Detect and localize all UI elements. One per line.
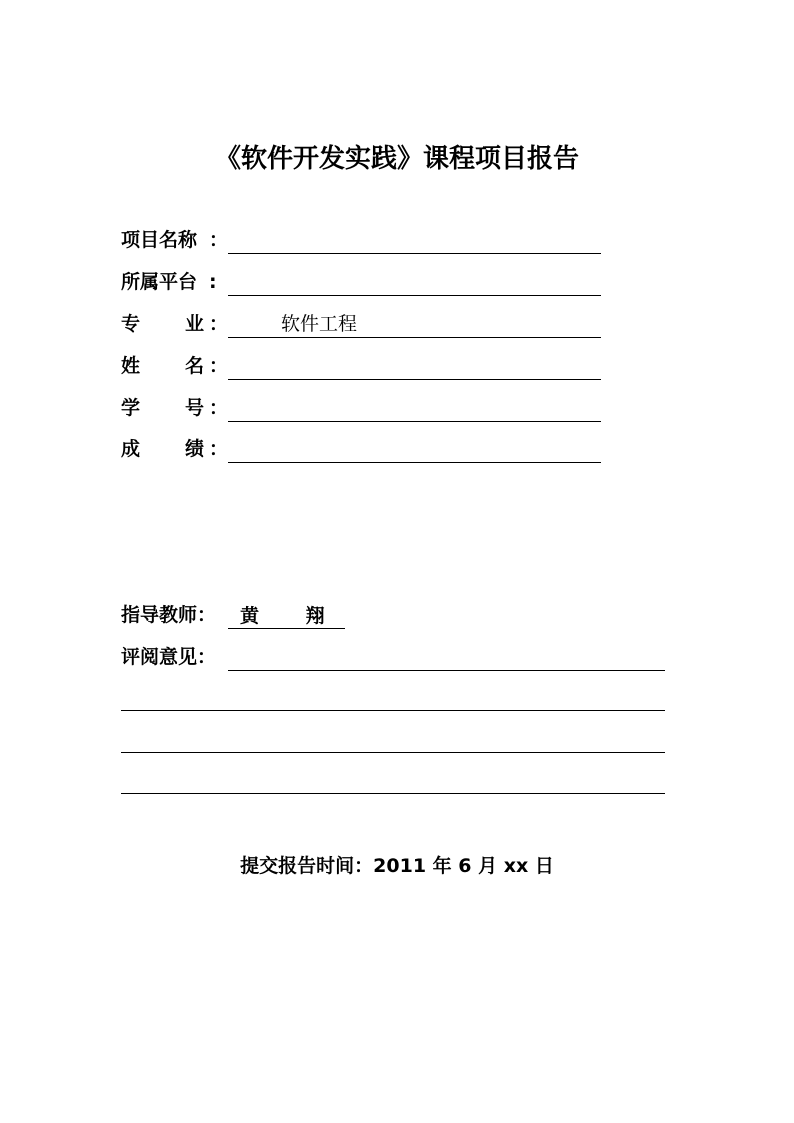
student-id-colon: ： xyxy=(209,397,229,419)
project-name-row xyxy=(121,224,621,254)
report-title: 《软件开发实践》课程项目报告 xyxy=(214,144,579,174)
review-field-line-1[interactable] xyxy=(228,642,665,671)
platform-field[interactable] xyxy=(228,267,601,296)
student-id-label-char-1: 学 xyxy=(121,397,141,419)
platform-label: 所属平台 xyxy=(121,271,198,293)
name-field[interactable] xyxy=(228,351,601,380)
advisor-label: 指导教师： xyxy=(121,604,217,626)
name-label-char-1: 姓 xyxy=(121,355,141,377)
submit-date: 提交报告时间：2011 年 6 月 xx 日 xyxy=(240,855,554,877)
advisor-value: 黄 翔 xyxy=(240,605,345,627)
major-row xyxy=(121,308,621,338)
student-id-row xyxy=(121,392,621,422)
name-colon: ： xyxy=(209,355,229,377)
grade-label-char-1: 成 xyxy=(121,438,141,460)
review-field-line-3[interactable] xyxy=(121,752,665,753)
name-label-char-2: 名 xyxy=(185,355,205,377)
major-label-char-2: 业 xyxy=(185,313,205,335)
advisor-row xyxy=(121,599,621,629)
grade-label-char-2: 绩 xyxy=(185,438,205,460)
project-name-field[interactable] xyxy=(228,225,601,254)
major-value: 软件工程 xyxy=(281,313,358,335)
name-row xyxy=(121,350,621,380)
review-row xyxy=(121,641,621,671)
review-field-line-2[interactable] xyxy=(121,710,665,711)
platform-colon: : xyxy=(209,271,217,293)
grade-field[interactable] xyxy=(228,434,601,463)
platform-row xyxy=(121,266,621,296)
project-name-colon: ： xyxy=(209,229,229,251)
major-label-char-1: 专 xyxy=(121,313,141,335)
student-id-label-char-2: 号 xyxy=(185,397,205,419)
project-name-label: 项目名称 xyxy=(121,229,198,251)
student-id-field[interactable] xyxy=(228,393,601,422)
grade-row xyxy=(121,433,621,463)
major-field[interactable] xyxy=(228,309,601,338)
review-field-line-4[interactable] xyxy=(121,793,665,794)
review-label: 评阅意见： xyxy=(121,646,217,668)
major-colon: ： xyxy=(209,313,229,335)
grade-colon: ： xyxy=(209,438,229,460)
